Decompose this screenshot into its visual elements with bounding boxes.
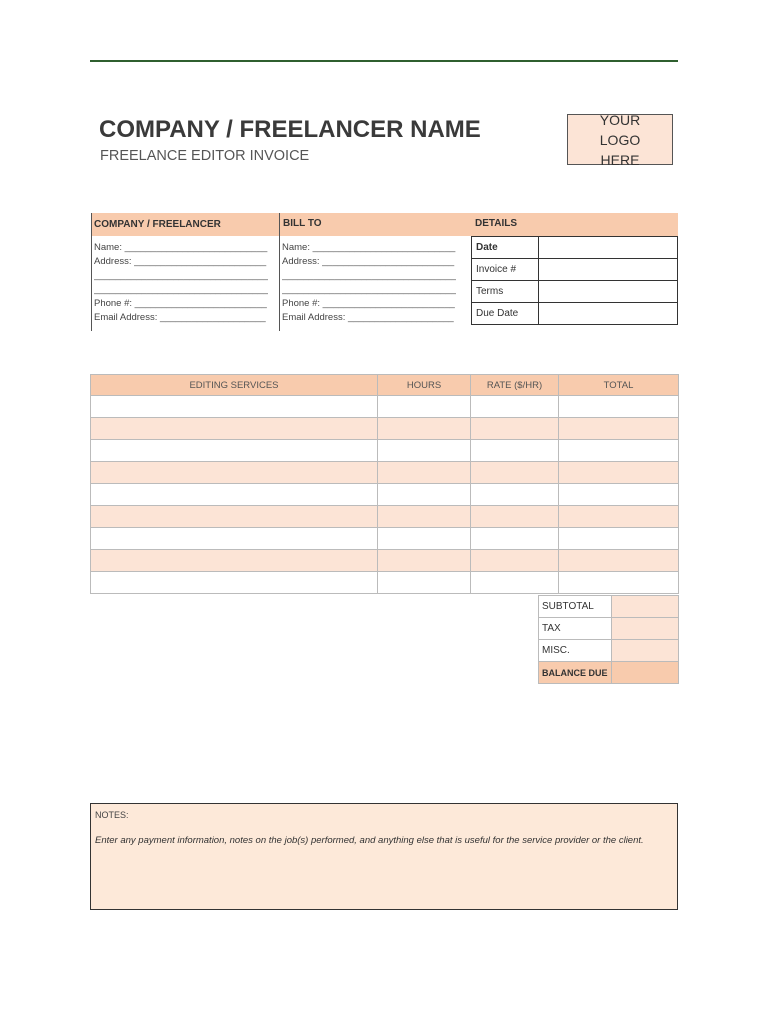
balance-due-value[interactable] xyxy=(612,662,679,684)
table-row xyxy=(91,396,679,418)
from-name-field[interactable]: Name: ___________________________ xyxy=(94,242,268,253)
billto-phone-field[interactable]: Phone #: _________________________ xyxy=(282,298,455,309)
table-row xyxy=(91,506,679,528)
rate-cell[interactable] xyxy=(471,550,559,572)
balance-due-row xyxy=(539,662,679,684)
rate-cell[interactable] xyxy=(471,528,559,550)
col-editing-services: EDITING SERVICES xyxy=(91,375,378,396)
hours-cell[interactable] xyxy=(378,418,471,440)
subtotal-label: SUBTOTAL xyxy=(539,596,612,618)
service-cell[interactable] xyxy=(91,528,378,550)
details-row-due-date xyxy=(472,303,678,325)
service-cell[interactable] xyxy=(91,572,378,594)
col-total: TOTAL xyxy=(559,375,679,396)
hours-cell[interactable] xyxy=(378,462,471,484)
hours-cell[interactable] xyxy=(378,572,471,594)
hours-cell[interactable] xyxy=(378,440,471,462)
billto-address-field[interactable]: Address: _________________________ xyxy=(282,256,455,267)
billto-name-field[interactable]: Name: ___________________________ xyxy=(282,242,456,253)
table-row xyxy=(91,572,679,594)
hours-cell[interactable] xyxy=(378,528,471,550)
service-cell[interactable] xyxy=(91,506,378,528)
service-cell[interactable] xyxy=(91,396,378,418)
table-row xyxy=(91,418,679,440)
table-row xyxy=(91,528,679,550)
from-left-border xyxy=(91,213,92,331)
from-fields xyxy=(94,241,268,325)
from-address-field[interactable]: Address: _________________________ xyxy=(94,256,267,267)
services-table xyxy=(90,374,679,594)
misc-value[interactable] xyxy=(612,640,679,662)
from-address-line-3[interactable]: _________________________________ xyxy=(94,284,269,295)
total-cell[interactable] xyxy=(559,418,679,440)
details-row-date xyxy=(472,237,678,259)
rate-cell[interactable] xyxy=(471,462,559,484)
from-phone-field[interactable]: Phone #: _________________________ xyxy=(94,298,267,309)
details-label-terms: Terms xyxy=(472,281,539,303)
col-hours: HOURS xyxy=(378,375,471,396)
subtotal-value[interactable] xyxy=(612,596,679,618)
hours-cell[interactable] xyxy=(378,484,471,506)
details-value-invoice[interactable] xyxy=(539,259,678,281)
details-value-date[interactable] xyxy=(539,237,678,259)
table-row xyxy=(91,462,679,484)
details-label-invoice: Invoice # xyxy=(472,259,539,281)
col-rate: RATE ($/HR) xyxy=(471,375,559,396)
notes-label: NOTES: xyxy=(95,810,129,820)
details-label-due-date: Due Date xyxy=(472,303,539,325)
rate-cell[interactable] xyxy=(471,484,559,506)
info-header-bar xyxy=(91,213,678,236)
table-row xyxy=(91,440,679,462)
total-cell[interactable] xyxy=(559,550,679,572)
billto-fields xyxy=(282,241,456,325)
tax-value[interactable] xyxy=(612,618,679,640)
total-cell[interactable] xyxy=(559,506,679,528)
rate-cell[interactable] xyxy=(471,418,559,440)
from-email-field[interactable]: Email Address: ____________________ xyxy=(94,312,266,323)
rate-cell[interactable] xyxy=(471,396,559,418)
billto-heading: BILL TO xyxy=(283,218,322,229)
top-rule xyxy=(90,60,678,62)
service-cell[interactable] xyxy=(91,550,378,572)
service-cell[interactable] xyxy=(91,418,378,440)
billto-address-line-2[interactable]: _________________________________ xyxy=(282,270,457,281)
rate-cell[interactable] xyxy=(471,440,559,462)
details-value-due-date[interactable] xyxy=(539,303,678,325)
details-row-invoice xyxy=(472,259,678,281)
total-cell[interactable] xyxy=(559,462,679,484)
billto-email-field[interactable]: Email Address: ____________________ xyxy=(282,312,454,323)
details-table xyxy=(471,236,678,325)
column-divider xyxy=(279,213,280,331)
table-row xyxy=(91,550,679,572)
notes-box[interactable] xyxy=(90,803,678,910)
total-cell[interactable] xyxy=(559,484,679,506)
rate-cell[interactable] xyxy=(471,506,559,528)
service-cell[interactable] xyxy=(91,462,378,484)
misc-label: MISC. xyxy=(539,640,612,662)
services-header-row xyxy=(91,375,679,396)
service-cell[interactable] xyxy=(91,484,378,506)
logo-text: YOUR LOGO HERE xyxy=(599,111,641,168)
hours-cell[interactable] xyxy=(378,550,471,572)
details-heading: DETAILS xyxy=(475,218,518,229)
rate-cell[interactable] xyxy=(471,572,559,594)
company-name: COMPANY / FREELANCER NAME xyxy=(99,116,481,143)
tax-label: TAX xyxy=(539,618,612,640)
details-label-date: Date xyxy=(472,237,539,259)
misc-row xyxy=(539,640,679,662)
balance-due-label: BALANCE DUE xyxy=(539,662,612,684)
total-cell[interactable] xyxy=(559,572,679,594)
from-address-line-2[interactable]: _________________________________ xyxy=(94,270,269,281)
hours-cell[interactable] xyxy=(378,396,471,418)
table-row xyxy=(91,484,679,506)
tax-row xyxy=(539,618,679,640)
service-cell[interactable] xyxy=(91,440,378,462)
from-heading: COMPANY / FREELANCER xyxy=(94,219,221,230)
details-row-terms xyxy=(472,281,678,303)
notes-text: Enter any payment information, notes on the job(s) performed, and anything else that is useful for the service provider or the client. xyxy=(95,835,644,846)
total-cell[interactable] xyxy=(559,528,679,550)
billto-address-line-3[interactable]: _________________________________ xyxy=(282,284,457,295)
hours-cell[interactable] xyxy=(378,506,471,528)
total-cell[interactable] xyxy=(559,440,679,462)
total-cell[interactable] xyxy=(559,396,679,418)
invoice-subtitle: FREELANCE EDITOR INVOICE xyxy=(100,148,310,164)
subtotal-row xyxy=(539,596,679,618)
details-value-terms[interactable] xyxy=(539,281,678,303)
totals-table xyxy=(538,595,679,684)
logo-placeholder xyxy=(567,111,673,168)
